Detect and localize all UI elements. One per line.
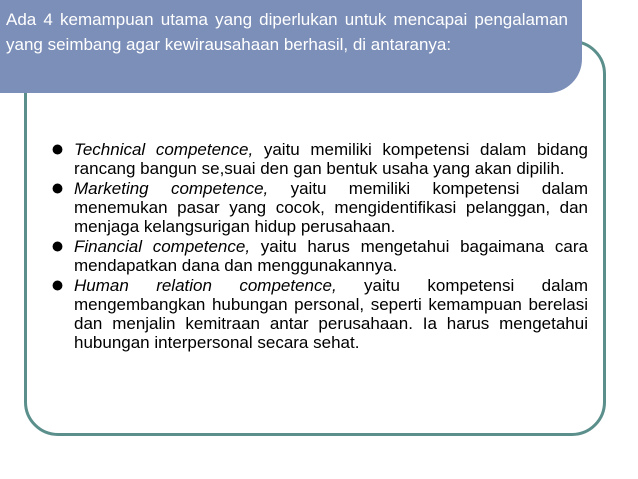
bullet-text: yaitu memiliki kompetensi dalam menemukan pasar yang cocok, mengidentifikasi pelanggan, dan menjaga kelangsurigan hidup perusahaan.	[74, 179, 589, 236]
bullet-term: Technical competence,	[74, 140, 254, 159]
bullet-term: Financial competence,	[74, 237, 251, 256]
bullet-list	[52, 140, 588, 352]
slide-title: Ada 4 kemampuan utama yang diperlukan untuk mencapai pengalaman yang seimbang agar kewirausahaan berhasil, di antaranya:	[6, 10, 568, 54]
bullet-icon	[52, 144, 63, 155]
bullet-item-human-relation	[52, 276, 588, 352]
bullet-item-technical	[52, 140, 588, 178]
bullet-icon	[52, 280, 63, 291]
bullet-icon	[52, 241, 63, 252]
bullet-item-marketing	[52, 179, 588, 236]
bullet-text: yaitu harus mengetahui bagaimana cara mendapatkan dana dan menggunakannya.	[74, 237, 588, 275]
bullet-item-financial	[52, 237, 588, 275]
bullet-text: yaitu memiliki kompetensi dalam bidang rancang bangun se,suai den gan bentuk usaha yang akan dipilih.	[74, 140, 588, 178]
bullet-term: Marketing competence,	[74, 179, 269, 198]
bullet-icon	[52, 183, 63, 194]
bullet-text: yaitu kompetensi dalam mengembangkan hubungan personal, seperti kemampuan berelasi dan menjalin kemitraan antar perusahaan. Ia harus mengetahui hubungan interpersonal secara sehat.	[74, 276, 588, 352]
bullet-term: Human relation competence,	[74, 276, 337, 295]
title-bar	[0, 0, 582, 93]
